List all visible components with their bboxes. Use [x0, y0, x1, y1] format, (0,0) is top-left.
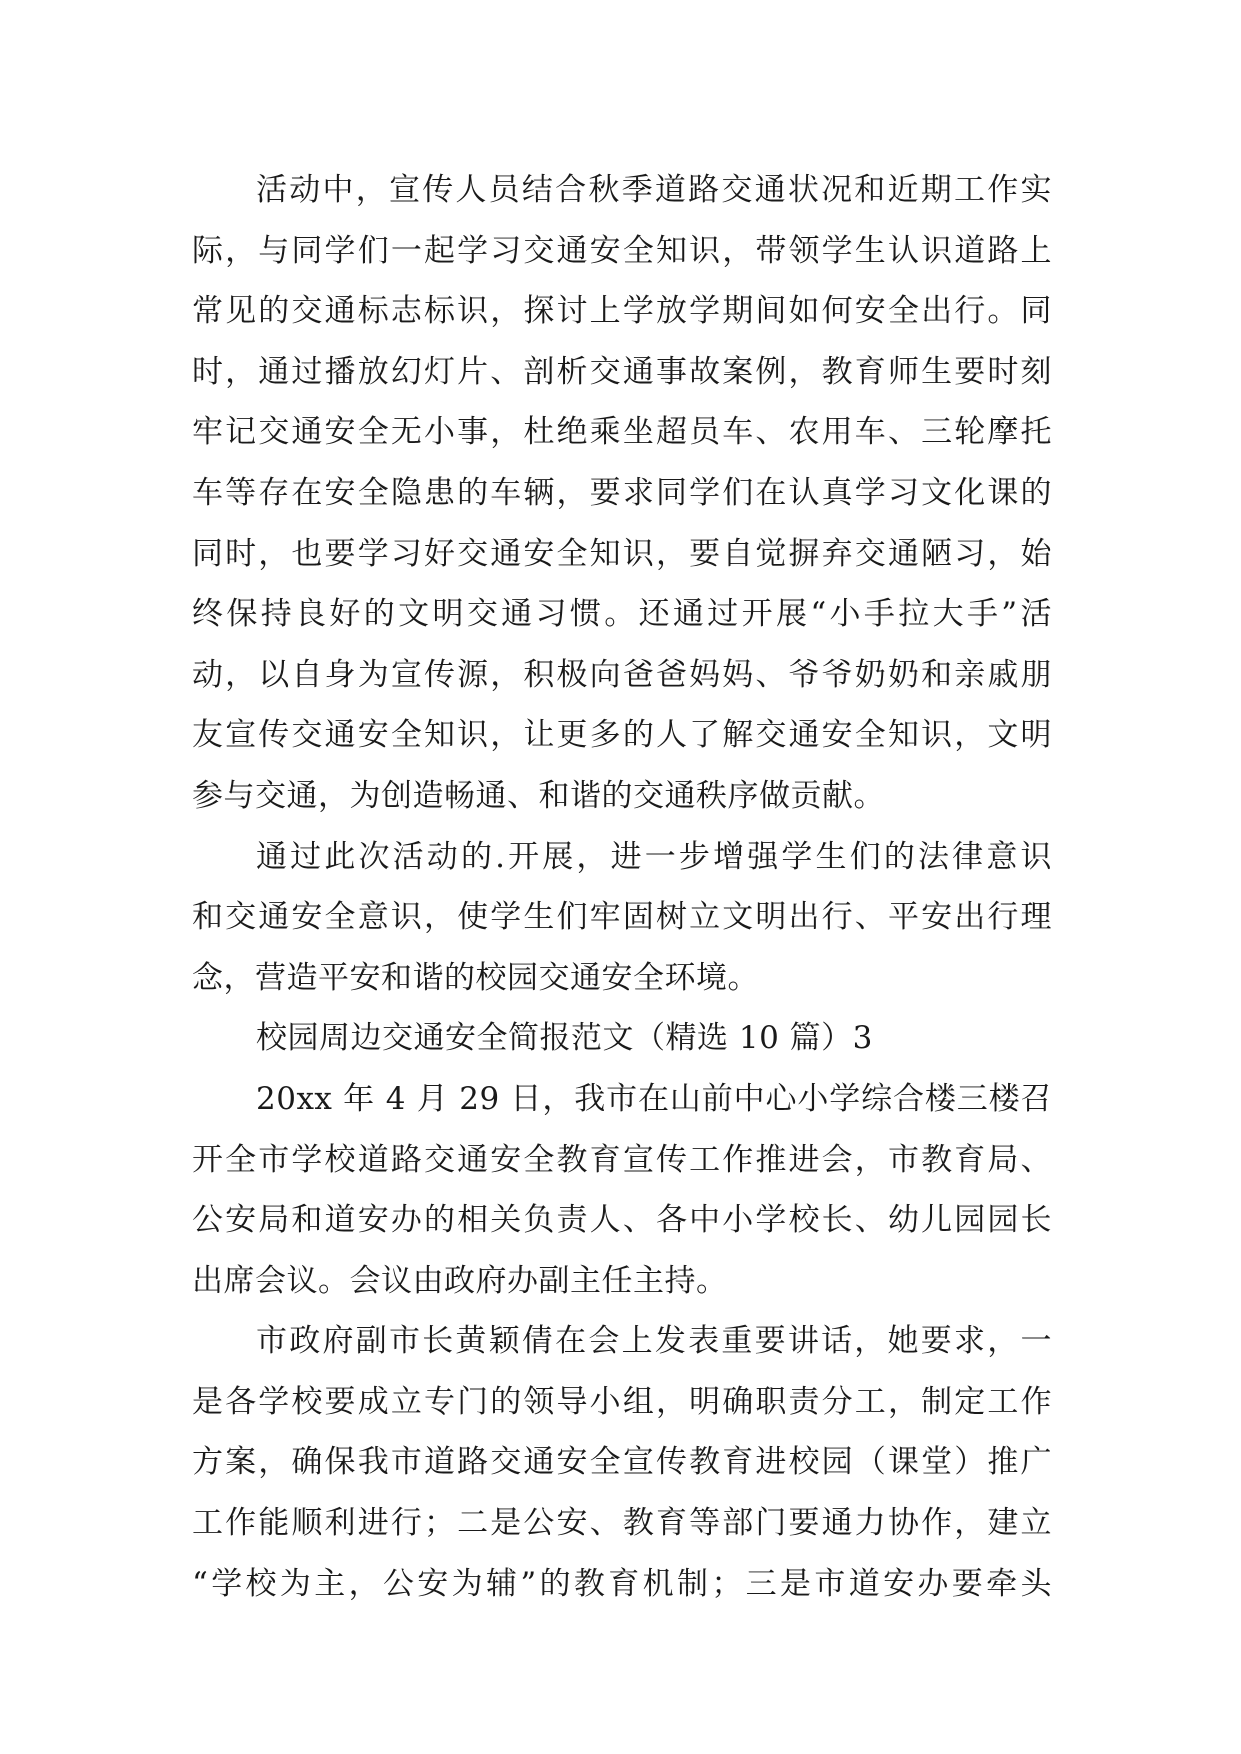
paragraph-line: 车等存在安全隐患的车辆，要求同学们在认真学习文化课的	[192, 474, 1052, 511]
paragraph-line: 动，以自身为宣传源，积极向爸爸妈妈、爷爷奶奶和亲戚朋	[192, 656, 1052, 693]
paragraph-line: 通过此次活动的.开展，进一步增强学生们的法律意识	[256, 838, 1052, 875]
paragraph-line: 念，营造平安和谐的校园交通安全环境。	[192, 959, 759, 996]
paragraph-line: 同时，也要学习好交通安全知识，要自觉摒弃交通陋习，始	[192, 535, 1052, 572]
paragraph-line: 开全市学校道路交通安全教育宣传工作推进会，市教育局、	[192, 1141, 1052, 1178]
paragraph-line: 友宣传交通安全知识，让更多的人了解交通安全知识，文明	[192, 717, 1052, 754]
paragraph-line: 出席会议。会议由政府办副主任主持。	[192, 1262, 728, 1299]
paragraph-line: 参与交通，为创造畅通、和谐的交通秩序做贡献。	[192, 777, 885, 814]
section-heading: 校园周边交通安全简报范文（精选 10 篇）3	[256, 1020, 873, 1057]
paragraph-line: 常见的交通标志标识，探讨上学放学期间如何安全出行。同	[192, 293, 1052, 330]
paragraph-line: 和交通安全意识，使学生们牢固树立文明出行、平安出行理	[192, 899, 1052, 936]
paragraph-line: 市政府副市长黄颖倩在会上发表重要讲话，她要求，一	[256, 1323, 1052, 1360]
paragraph-line: 终保持良好的文明交通习惯。还通过开展“小手拉大手”活	[192, 596, 1052, 633]
document-body	[192, 160, 1052, 1614]
paragraph-line: 牢记交通安全无小事，杜绝乘坐超员车、农用车、三轮摩托	[192, 414, 1052, 451]
paragraph-line: 时，通过播放幻灯片、剖析交通事故案例，教育师生要时刻	[192, 353, 1052, 390]
paragraph-line: 际，与同学们一起学习交通安全知识，带领学生认识道路上	[192, 232, 1052, 269]
paragraph-line: 是各学校要成立专门的领导小组，明确职责分工，制定工作	[192, 1383, 1052, 1420]
paragraph-line: 公安局和道安办的相关负责人、各中小学校长、幼儿园园长	[192, 1202, 1052, 1239]
paragraph-line: 工作能顺利进行；二是公安、教育等部门要通力协作，建立	[192, 1505, 1052, 1542]
paragraph-line: 活动中，宣传人员结合秋季道路交通状况和近期工作实	[256, 172, 1052, 208]
paragraph-line: “学校为主，公安为辅”的教育机制；三是市道安办要牵头	[192, 1565, 1052, 1602]
paragraph-line: 20xx 年 4 月 29 日，我市在山前中心小学综合楼三楼召	[256, 1080, 1052, 1117]
paragraph-line: 方案，确保我市道路交通安全宣传教育进校园（课堂）推广	[192, 1444, 1052, 1481]
